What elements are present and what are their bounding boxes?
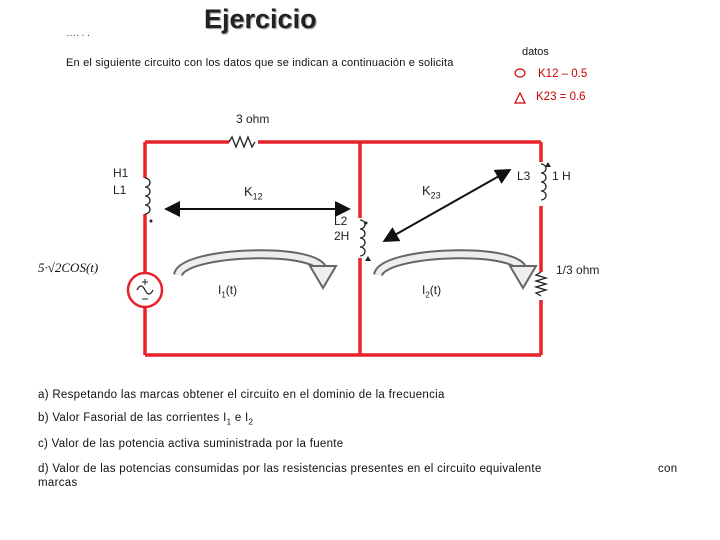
inductor-l3	[541, 164, 546, 200]
l2-value-label: 2H	[334, 229, 350, 243]
question-a: a) Respetando las marcas obtener el circuito en el dominio de la frecuencia	[38, 389, 445, 401]
l3-label: L3	[517, 169, 531, 183]
question-d-continuation: marcas	[38, 477, 78, 489]
l3-value-label: 1 H	[552, 169, 571, 183]
l1-label: L1	[113, 183, 127, 197]
datos-title: datos	[522, 46, 549, 58]
i2-label: $I_2(t)$	[422, 283, 442, 300]
l2-label: L2	[334, 214, 348, 228]
question-c: c) Valor de las potencia activa suministrada por la fuente	[38, 438, 344, 450]
inductor-l1	[145, 178, 150, 214]
question-d: d) Valor de las potencias consumidas por las resistencias presentes en el circuito equivalente	[38, 463, 542, 475]
mesh-current-i1-icon	[178, 254, 336, 288]
resistor-right	[536, 272, 546, 296]
l3-triangle-marker	[545, 162, 551, 167]
k12-value: K12 – 0.5	[538, 68, 588, 80]
header-dots: …. . .	[66, 28, 90, 39]
inductor-l2	[360, 220, 365, 256]
k12-circuit-label: $K_{12}$	[244, 184, 263, 202]
question-b: b) Valor Fasorial de las corrientes $I_1$ e $I_2$	[38, 412, 254, 427]
question-d-tail: con	[658, 463, 678, 475]
i1-label: $I_1(t)$	[218, 283, 238, 300]
h1-label: H1	[113, 166, 129, 180]
r-right-label: 1/3 ohm	[556, 263, 600, 277]
page-title: Ejercicio	[204, 4, 317, 34]
k23-coupling-arrow	[386, 171, 508, 240]
intro-text: En el siguiente circuito con los datos que se indican a continuación e solicita	[66, 57, 454, 69]
circuit-wires	[145, 142, 541, 355]
mesh-current-i2-icon	[378, 254, 536, 288]
resistor-top	[229, 137, 255, 147]
l1-dot-marker	[150, 220, 153, 223]
l2-dot-marker	[365, 222, 368, 225]
l2-triangle-marker	[365, 256, 371, 261]
k23-value: K23 = 0.6	[536, 91, 586, 103]
r-top-label: 3 ohm	[236, 112, 270, 126]
source-label: 5·√2COS(t)	[38, 260, 99, 275]
k23-circuit-label: $K_{23}$	[422, 183, 441, 201]
